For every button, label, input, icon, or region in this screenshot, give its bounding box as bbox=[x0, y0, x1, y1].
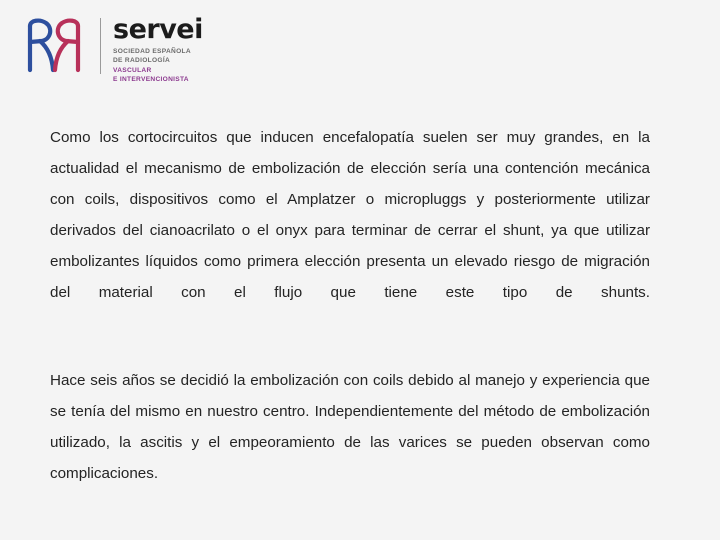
slide-body bbox=[50, 122, 650, 520]
logo-divider bbox=[100, 18, 101, 74]
logo-subtitle bbox=[113, 47, 203, 84]
servei-rr-monogram-icon bbox=[16, 14, 94, 76]
body-paragraph-2: Hace seis años se decidió la embolización con coils debido al manejo y experiencia que se tenía del mismo en nuestro centro. Independientemente del método de embolización utilizado, la ascitis y el empeoramiento de las varices se pueden observan como complicaciones. bbox=[50, 372, 650, 482]
logo-subtitle-line-1: SOCIEDAD ESPAÑOLA bbox=[113, 48, 191, 55]
logo-subtitle-line-2: DE RADIOLOGÍA bbox=[113, 57, 171, 65]
logo-subtitle-line-3: VASCULAR bbox=[113, 66, 152, 74]
organization-logo bbox=[16, 14, 203, 84]
body-paragraph-1: Como los cortocircuitos que inducen encefalopatía suelen ser muy grandes, en la actualidad el mecanismo de embolización de elección sería una contención mecánica con coils, dispositivos como el Amplatzer o micropluggs y posteriormente utilizar derivados del cianoacrilato o el onyx para terminar de cerrar el shunt, ya que utilizar embolizantes líquidos como primera elección presenta un elevado riesgo de migración del material con el flujo que tiene este tipo de shunts. bbox=[50, 129, 650, 301]
logo-text-block bbox=[113, 14, 203, 84]
logo-wordmark: servei bbox=[113, 14, 203, 45]
logo-subtitle-line-4: E INTERVENCIONISTA bbox=[113, 76, 189, 84]
